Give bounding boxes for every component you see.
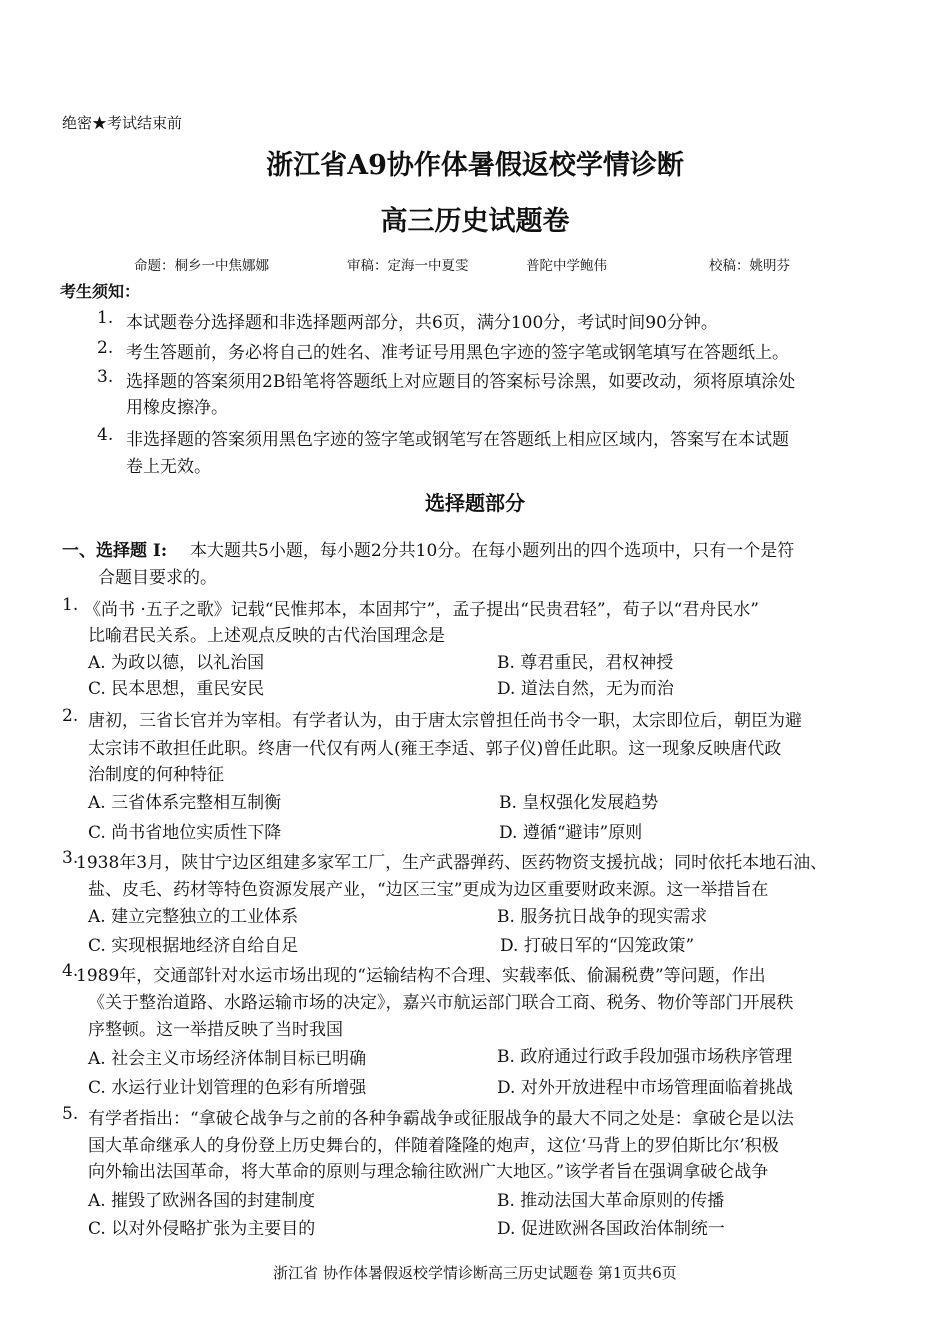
- q5-option-d[interactable]: D. 促进欧洲各国政治体制统一: [497, 1219, 725, 1239]
- q2-option-d[interactable]: D. 遵循“避讳”原则: [499, 823, 643, 843]
- q1-number: 1.: [62, 595, 79, 615]
- notice-item-3-line-2: 用橡皮擦净。: [126, 398, 228, 418]
- section-title: 选择题部分: [425, 491, 525, 515]
- notice-num-2: 2.: [97, 338, 114, 358]
- q4-stem-line-3: 序整顿。这一举措反映了当时我国: [88, 1020, 343, 1040]
- notice-num-1: 1.: [97, 308, 114, 328]
- credit-author: 命题：桐乡一中焦娜娜: [134, 258, 269, 274]
- q4-option-a[interactable]: A. 社会主义市场经济体制目标已明确: [88, 1049, 367, 1069]
- q4-option-d[interactable]: D. 对外开放进程中市场管理面临着挑战: [497, 1078, 793, 1098]
- q4-stem-line-2: 《关于整治道路、水路运输市场的决定》，嘉兴市航运部门联合工商、税务、物价等部门开展秩: [88, 993, 794, 1013]
- exam-title: 浙江省A9协作体暑假返校学情诊断: [266, 150, 684, 181]
- notice-num-3: 3.: [97, 367, 114, 387]
- notice-item-4-line-1: 非选择题的答案须用黑色字迹的签字笔或钢笔写在答题纸上相应区域内，答案写在本试题: [126, 430, 789, 450]
- q2-option-c[interactable]: C. 尚书省地位实质性下降: [88, 823, 282, 843]
- notice-item-1: 本试题卷分选择题和非选择题两部分，共6页，满分100分，考试时间90分钟。: [126, 313, 718, 333]
- q5-option-b[interactable]: B. 推动法国大革命原则的传播: [497, 1191, 725, 1211]
- q3-number: 3.: [62, 848, 79, 868]
- part1-line-1: 本大题共5小题，每小题2分共10分。在每小题列出的四个选项中，只有一个是符: [190, 541, 795, 561]
- page-footer: 浙江省 协作体暑假返校学情诊断高三历史试题卷 第1页共6页: [273, 1264, 677, 1282]
- q1-option-c[interactable]: C. 民本思想，重民安民: [88, 679, 265, 699]
- q5-stem-line-1: 有学者指出：“拿破仑战争与之前的各种争霸战争或征服战争的最大不同之处是：拿破仑是以法: [88, 1109, 794, 1129]
- credit-proofreader: 校稿：姚明芬: [709, 258, 790, 274]
- q5-stem-line-2: 国大革命继承人的身份登上历史舞台的，伴随着隆隆的炮声，这位‘马背上的罗伯斯比尔’积极: [88, 1136, 779, 1156]
- q2-number: 2.: [62, 706, 79, 726]
- q2-option-a[interactable]: A. 三省体系完整相互制衡: [88, 793, 282, 813]
- q5-option-a[interactable]: A. 摧毁了欧洲各国的封建制度: [88, 1191, 316, 1211]
- notice-item-4-line-2: 卷上无效。: [126, 457, 211, 477]
- q3-stem-line-2: 盐、皮毛、药材等特色资源发展产业，“边区三宝”更成为边区重要财政来源。这一举措旨在: [88, 880, 769, 900]
- notice-item-3-line-1: 选择题的答案须用2B铅笔将答题纸上对应题目的答案标号涂黑，如要改动，须将原填涂处: [126, 372, 796, 392]
- q1-option-a[interactable]: A. 为政以德，以礼治国: [88, 653, 265, 673]
- exam-subtitle: 高三历史试题卷: [380, 206, 570, 237]
- q3-stem-line-1: 1938年3月，陕甘宁边区组建多家军工厂，生产武器弹药、医药物资支援抗战；同时依托本地石油、: [76, 853, 828, 873]
- q5-option-c[interactable]: C. 以对外侵略扩张为主要目的: [88, 1219, 316, 1239]
- notice-heading: 考生须知：: [60, 282, 141, 301]
- q3-option-a[interactable]: A. 建立完整独立的工业体系: [88, 907, 299, 927]
- q5-number: 5.: [62, 1104, 79, 1124]
- q4-number: 4.: [62, 961, 79, 981]
- q2-stem-line-1: 唐初，三省长官并为宰相。有学者认为，由于唐太宗曾担任尚书令一职，太宗即位后，朝臣为避: [88, 711, 802, 731]
- confidential-label: 绝密★考试结束前: [62, 114, 183, 132]
- q4-option-c[interactable]: C. 水运行业计划管理的色彩有所增强: [88, 1078, 367, 1098]
- notice-item-2: 考生答题前，务必将自己的姓名、准考证号用黑色字迹的签字笔或钢笔填写在答题纸上。: [126, 343, 789, 363]
- credit-reviewer-2: 普陀中学鲍伟: [526, 258, 607, 274]
- part1-label: 一、选择题 I:: [62, 541, 168, 561]
- q1-option-d[interactable]: D. 道法自然，无为而治: [497, 679, 674, 699]
- q2-stem-line-3: 治制度的何种特征: [88, 765, 224, 785]
- part1-line-2: 合题目要求的。: [98, 568, 217, 588]
- q1-stem-line-1: 《尚书 ·五子之歌》记载“民惟邦本，本固邦宁”，孟子提出“民贵君轻”，荀子以“君舟民水”: [84, 600, 759, 620]
- q3-option-d[interactable]: D. 打破日军的“囚笼政策”: [500, 936, 695, 956]
- q3-option-b[interactable]: B. 服务抗日战争的现实需求: [497, 907, 708, 927]
- q5-stem-line-3: 向外输出法国革命，将大革命的原则与理念输往欧洲广大地区。”该学者旨在强调拿破仑战争: [88, 1162, 769, 1182]
- q3-option-c[interactable]: C. 实现根据地经济自给自足: [88, 936, 299, 956]
- q2-option-b[interactable]: B. 皇权强化发展趋势: [499, 793, 659, 813]
- notice-num-4: 4.: [97, 425, 114, 445]
- q4-option-b[interactable]: B. 政府通过行政手段加强市场秩序管理: [497, 1047, 793, 1067]
- q4-stem-line-1: 1989年，交通部针对水运市场出现的“运输结构不合理、实载率低、偷漏税费”等问题，作出: [76, 966, 766, 986]
- q1-stem-line-2: 比喻君民关系。上述观点反映的古代治国理念是: [88, 626, 445, 646]
- q1-option-b[interactable]: B. 尊君重民，君权神授: [497, 653, 674, 673]
- credit-reviewer-1: 审稿：定海一中夏雯: [347, 258, 469, 274]
- q2-stem-line-2: 太宗讳不敢担任此职。终唐一代仅有两人(雍王李适、郭子仪)曾任此职。这一现象反映唐代政: [88, 739, 782, 759]
